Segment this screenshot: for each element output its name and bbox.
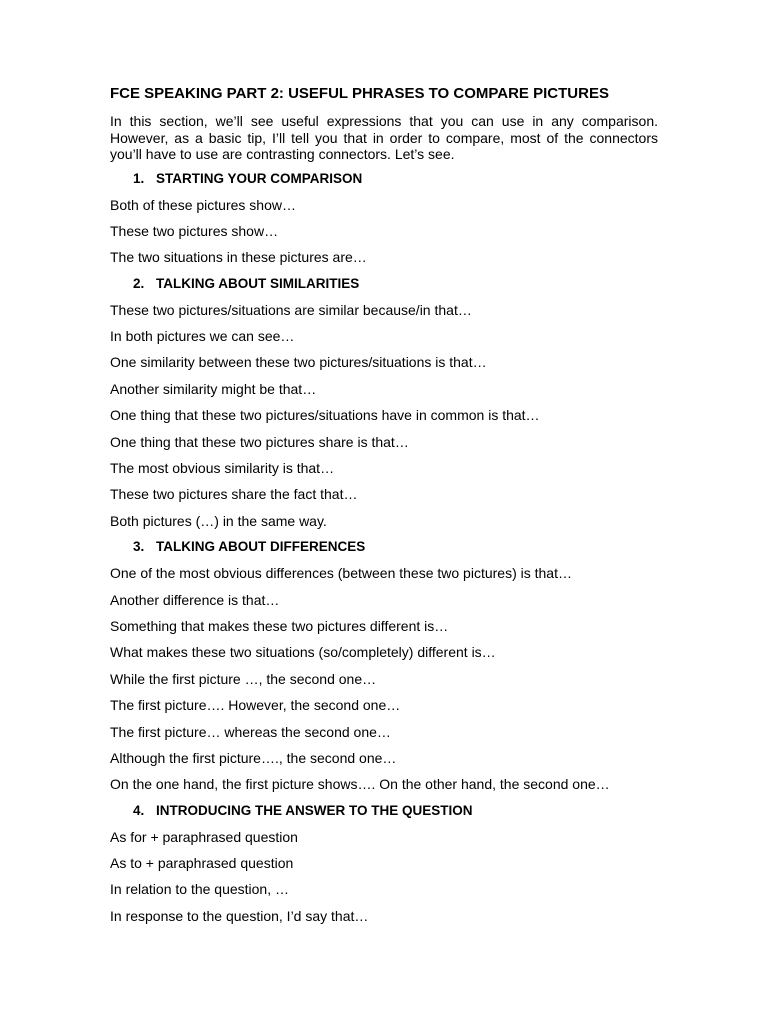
phrase-item: Both pictures (…) in the same way. xyxy=(110,512,327,529)
phrase-item: The first picture…. However, the second one… xyxy=(110,697,401,714)
phrase-item: Another difference is that… xyxy=(110,591,280,608)
section-number: 3. xyxy=(133,539,145,555)
phrase-item: These two pictures show… xyxy=(110,222,279,239)
section-number: 2. xyxy=(133,275,145,291)
section-number: 1. xyxy=(133,170,145,186)
section-introducing-answer xyxy=(110,801,658,926)
phrase-item: In response to the question, I’d say that… xyxy=(110,907,369,924)
phrase-item: What makes these two situations (so/completely) different is… xyxy=(110,644,496,661)
section-heading-text: STARTING YOUR COMPARISON xyxy=(156,170,363,186)
phrase-item: In relation to the question, … xyxy=(110,881,289,898)
phrase-item: As for + paraphrased question xyxy=(110,828,298,845)
phrase-item: Something that makes these two pictures different is… xyxy=(110,617,449,634)
phrase-item: One of the most obvious differences (between these two pictures) is that… xyxy=(110,565,572,582)
phrase-item: Although the first picture…., the second one… xyxy=(110,749,397,766)
section-heading xyxy=(110,169,658,189)
phrase-item: In both pictures we can see… xyxy=(110,328,295,345)
phrase-item: While the first picture …, the second one… xyxy=(110,670,377,687)
phrase-item: The two situations in these pictures are… xyxy=(110,249,367,266)
section-heading-text: INTRODUCING THE ANSWER TO THE QUESTION xyxy=(156,802,473,818)
section-number: 4. xyxy=(133,802,145,818)
phrase-item: On the one hand, the first picture shows…. On the other hand, the second one… xyxy=(110,776,610,793)
phrase-item: These two pictures/situations are similar because/in that… xyxy=(110,301,472,318)
phrase-item: These two pictures share the fact that… xyxy=(110,486,358,503)
phrase-item: One similarity between these two pictures/situations is that… xyxy=(110,354,487,371)
phrase-item: As to + paraphrased question xyxy=(110,855,294,872)
section-starting-comparison xyxy=(110,169,658,268)
section-differences xyxy=(110,537,658,794)
section-heading-text: TALKING ABOUT SIMILARITIES xyxy=(156,275,360,291)
phrase-item: The most obvious similarity is that… xyxy=(110,460,335,477)
section-similarities xyxy=(110,274,658,531)
phrase-item: The first picture… whereas the second one… xyxy=(110,723,391,740)
phrase-item: Both of these pictures show… xyxy=(110,196,296,213)
document-title: FCE SPEAKING PART 2: USEFUL PHRASES TO COMPARE PICTURES xyxy=(110,85,609,102)
phrase-item: One thing that these two pictures/situations have in common is that… xyxy=(110,407,540,424)
phrase-item: Another similarity might be that… xyxy=(110,380,317,397)
section-heading xyxy=(110,274,658,294)
section-heading-text: TALKING ABOUT DIFFERENCES xyxy=(156,539,366,555)
section-heading xyxy=(110,537,658,557)
section-heading xyxy=(110,801,658,821)
intro-paragraph: In this section, we’ll see useful expressions that you can use in any comparison. However, as a basic tip, I’ll tell you that in order to compare, most of the connectors you’ll have to use are contrasting connectors. Let’s see. xyxy=(110,113,658,162)
phrase-item: One thing that these two pictures share is that… xyxy=(110,433,409,450)
document-page xyxy=(110,84,658,932)
